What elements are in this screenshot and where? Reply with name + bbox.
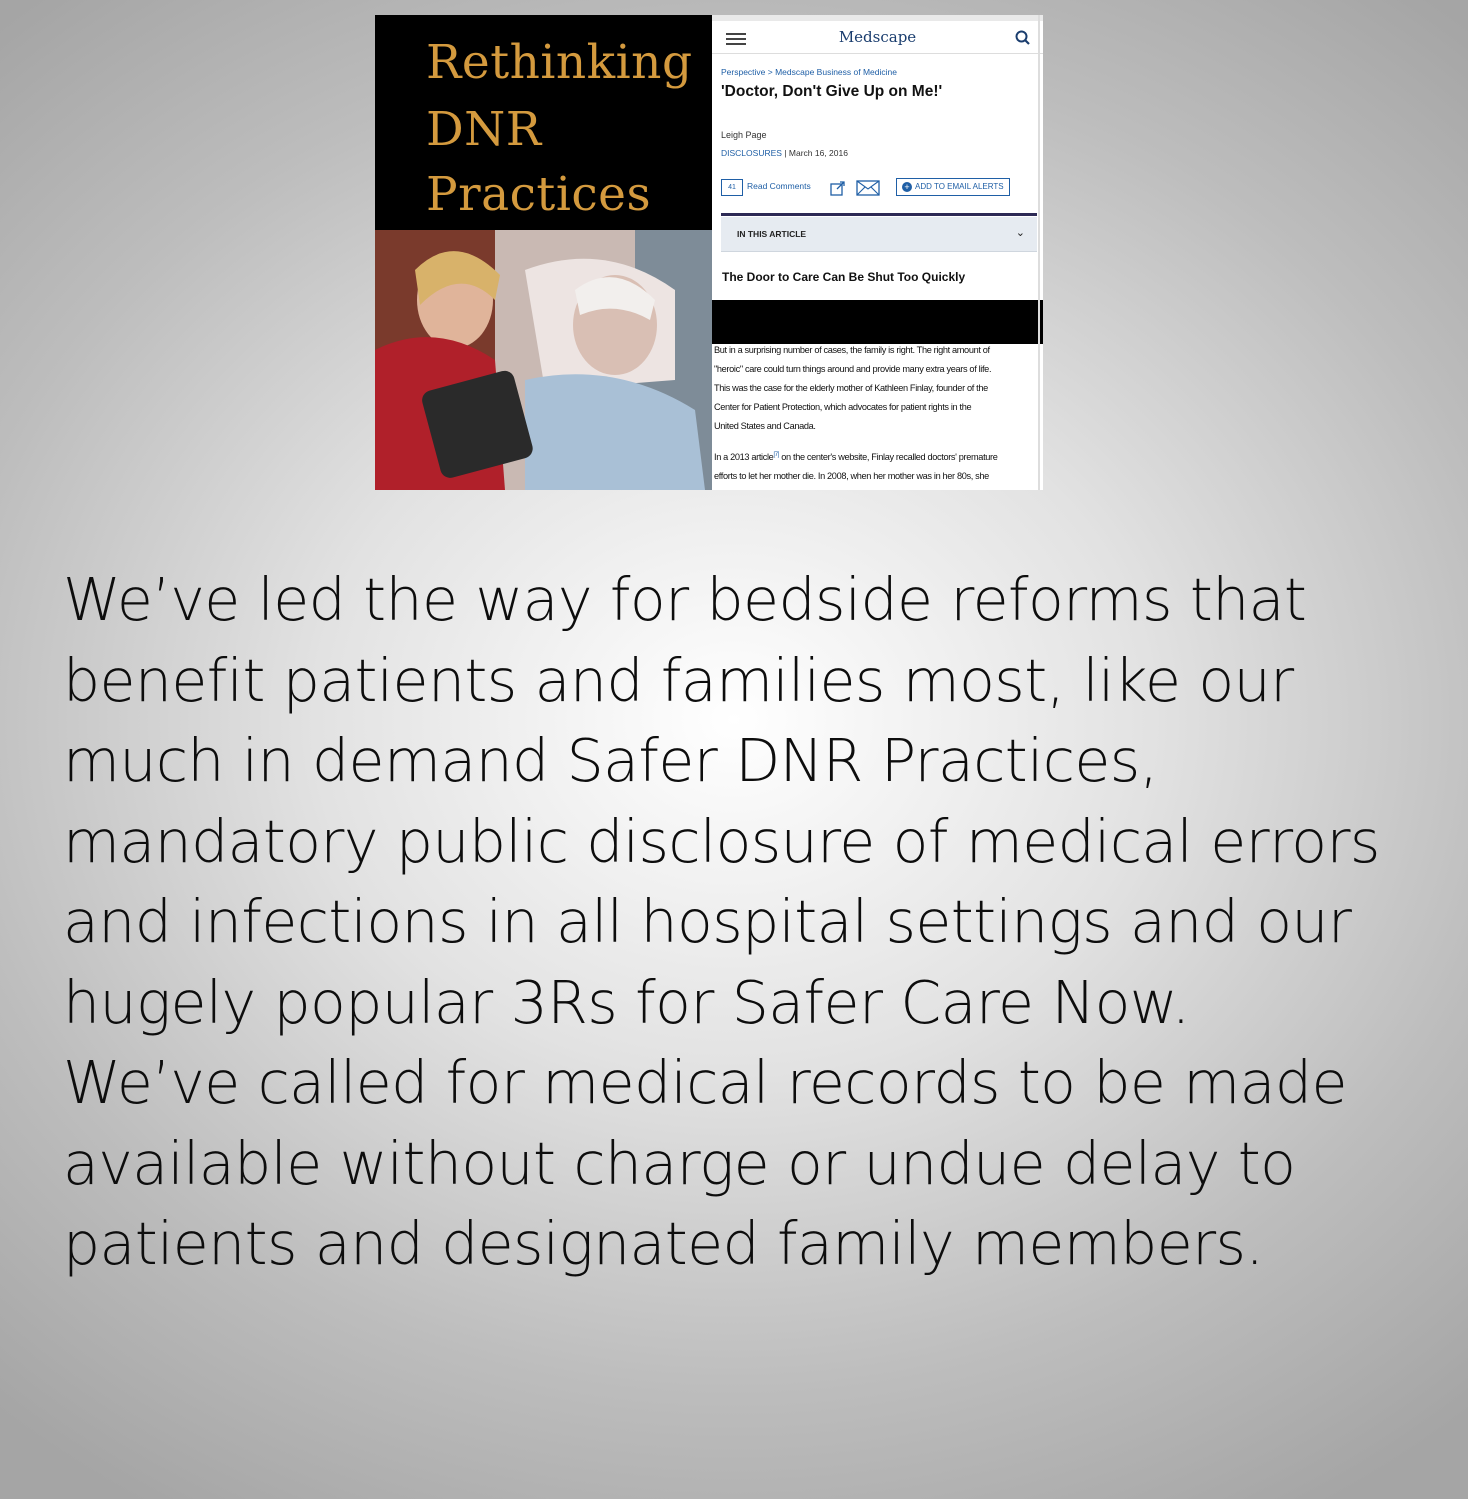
article-headline: 'Doctor, Don't Give Up on Me!' — [721, 83, 943, 100]
paragraph-text: In a 2013 article — [714, 452, 774, 463]
article-date: March 16, 2016 — [788, 148, 848, 158]
paragraph-line: efforts to let her mother die. In 2008, when her mother was in her 80s, she — [714, 471, 989, 482]
citation-link[interactable]: [7] — [773, 452, 780, 458]
comment-count-badge[interactable]: 41 — [721, 179, 743, 196]
body-line: much in demand Safer DNR Practices, — [63, 727, 1158, 795]
add-email-alerts-button[interactable] — [896, 178, 1010, 196]
chevron-down-icon: ⌄ — [1015, 227, 1025, 239]
disclosures-link[interactable]: DISCLOSURES — [721, 148, 782, 158]
article-author[interactable]: Leigh Page — [721, 130, 767, 140]
paragraph-line: This was the case for the elderly mother of Kathleen Finlay, founder of the — [714, 383, 988, 393]
paragraph-text: on the center's website, Finlay recalled doctors' premature — [779, 452, 998, 463]
meta-separator: | — [784, 148, 787, 158]
poster-title-panel — [375, 15, 712, 230]
body-line: benefit patients and families most, like our — [63, 646, 1294, 715]
poster-title-line-3: Practices — [426, 167, 652, 222]
plus-icon: + — [902, 182, 912, 192]
email-icon[interactable] — [856, 180, 880, 196]
body-line: We’ve led the way for bedside reforms that — [63, 566, 1307, 634]
section-rule — [721, 213, 1037, 216]
body-line: hugely popular 3Rs for Safer Care Now. — [63, 968, 1190, 1037]
breadcrumb[interactable]: Perspective > Medscape Business of Medicine — [721, 67, 897, 77]
body-line: patients and designated family members. — [63, 1210, 1264, 1278]
article-collage-image — [375, 15, 1043, 490]
article-meta — [721, 148, 848, 158]
slide-body-text — [63, 560, 1453, 1285]
scroll-edge — [1038, 15, 1040, 490]
medscape-article-screenshot — [712, 15, 1043, 490]
article-paragraph-1 — [714, 341, 1042, 436]
body-line: We’ve called for medical records to be made — [63, 1049, 1347, 1117]
site-logo[interactable]: Medscape — [838, 28, 917, 46]
share-icon[interactable] — [829, 179, 847, 197]
read-comments-link[interactable]: Read Comments — [747, 181, 811, 191]
section-heading: The Door to Care Can Be Shut Too Quickly — [722, 270, 966, 284]
top-strip — [712, 15, 1043, 21]
article-paragraph-2 — [714, 446, 1042, 486]
redaction-bar — [712, 300, 1043, 344]
paragraph-line: "heroic" care could turn things around and provide many extra years of life. — [714, 364, 992, 374]
paragraph-line: But in a surprising number of cases, the family is right. The right amount of — [714, 345, 990, 355]
paragraph-line: Center for Patient Protection, which advocates for patient rights in the — [714, 402, 972, 412]
body-line: available without charge or undue delay to — [63, 1129, 1296, 1198]
in-this-article-dropdown[interactable] — [721, 217, 1037, 252]
in-this-article-label: IN THIS ARTICLE — [737, 229, 807, 239]
body-line: and infections in all hospital settings and our — [63, 888, 1352, 956]
paragraph-line — [714, 446, 1042, 467]
search-icon[interactable] — [1013, 28, 1033, 48]
site-nav-bar — [712, 23, 1043, 54]
paragraph-line: United States and Canada. — [714, 421, 816, 431]
poster-title-line-1: Rethinking — [426, 35, 693, 90]
add-email-alerts-label: ADD TO EMAIL ALERTS — [915, 182, 1004, 191]
hospital-bedside-photo — [375, 230, 712, 490]
article-actions — [721, 178, 1031, 198]
poster-title-line-2: DNR — [426, 102, 542, 157]
body-line: mandatory public disclosure of medical errors — [63, 807, 1380, 876]
